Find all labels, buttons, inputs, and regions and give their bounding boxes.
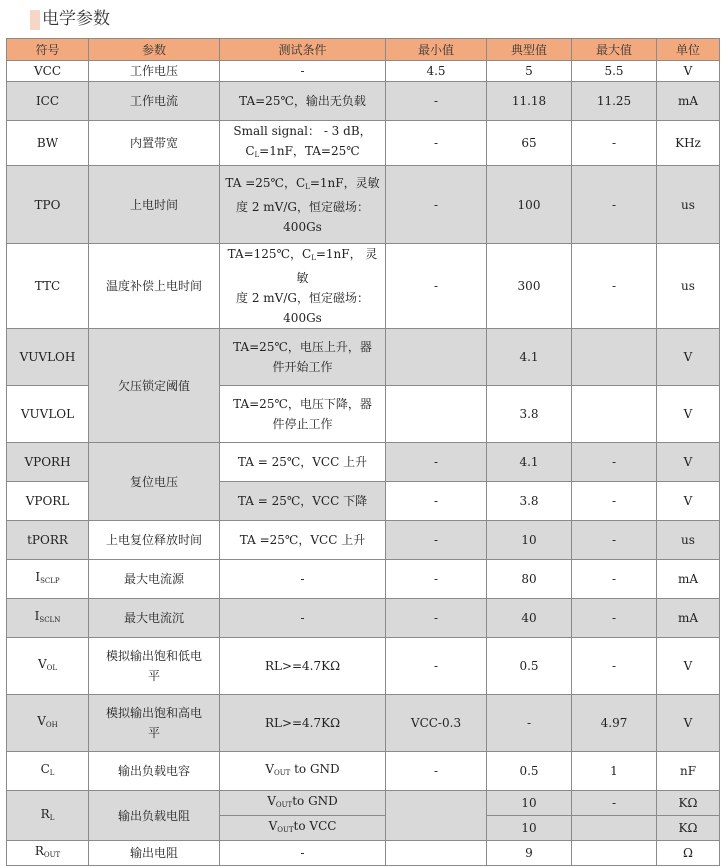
cell-condition: $V_{OUT}to$ GND xyxy=(220,791,386,816)
cell-min: - xyxy=(386,121,487,166)
cell-symbol: VCC xyxy=(7,61,89,82)
cell-max: - xyxy=(572,166,657,244)
cell-symbol: TPO xyxy=(7,166,89,244)
cell-condition: $V_{OUT}to$ VCC xyxy=(220,816,386,841)
table-row xyxy=(7,752,720,791)
table-row xyxy=(7,61,720,82)
condition-line: TA=25℃，电压上升，器 xyxy=(233,340,372,354)
cell-max: 11.25 xyxy=(572,82,657,121)
table-row xyxy=(7,82,720,121)
cell-unit: us xyxy=(657,166,720,244)
cell-unit: V xyxy=(657,329,720,386)
cell-unit: mA xyxy=(657,82,720,121)
cell-max xyxy=(572,386,657,443)
cell-typ: 80 xyxy=(487,560,572,599)
cell-min: - xyxy=(386,244,487,329)
cell-condition: - xyxy=(220,841,386,866)
table-row xyxy=(7,791,720,816)
cell-symbol: TTC xyxy=(7,244,89,329)
cell-condition xyxy=(220,121,386,166)
cell-max: - xyxy=(572,121,657,166)
cell-parameter: 温度补偿上电时间 xyxy=(89,244,220,329)
cell-min: VCC-0.3 xyxy=(386,695,487,752)
cell-parameter: 上电复位释放时间 xyxy=(89,521,220,560)
col-header-typ: 典型值 xyxy=(487,39,572,61)
cell-unit: V xyxy=(657,61,720,82)
cell-symbol: VPORL xyxy=(7,482,89,521)
cell-unit: V xyxy=(657,386,720,443)
cell-condition xyxy=(220,386,386,443)
cell-typ: 10 xyxy=(487,521,572,560)
table-row xyxy=(7,560,720,599)
cell-condition: TA =25℃，VCC 上升 xyxy=(220,521,386,560)
cell-unit: mA xyxy=(657,599,720,638)
cell-typ: - xyxy=(487,695,572,752)
cell-symbol: tPORR xyxy=(7,521,89,560)
table-row xyxy=(7,841,720,866)
cell-symbol: BW xyxy=(7,121,89,166)
cell-typ: 3.8 xyxy=(487,386,572,443)
table-row xyxy=(7,695,720,752)
cell-unit: KΩ xyxy=(657,816,720,841)
cell-condition: TA = 25℃，VCC 上升 xyxy=(220,443,386,482)
cell-unit: us xyxy=(657,244,720,329)
cell-parameter: 最大电流源 xyxy=(89,560,220,599)
col-header-condition: 测试条件 xyxy=(220,39,386,61)
cell-parameter: 复位电压 xyxy=(89,443,220,521)
cell-symbol: $R_L$ xyxy=(7,791,89,841)
table-row xyxy=(7,443,720,482)
cell-min: - xyxy=(386,443,487,482)
cell-unit: us xyxy=(657,521,720,560)
cell-typ: 5 xyxy=(487,61,572,82)
condition-line: 度 2 mV/G，恒定磁场： xyxy=(236,199,369,214)
title-accent-bar xyxy=(30,10,40,30)
condition-line: 件停止工作 xyxy=(272,417,333,431)
cell-min: 4.5 xyxy=(386,61,487,82)
cell-condition: TA=25℃，输出无负载 xyxy=(220,82,386,121)
cell-symbol: VPORH xyxy=(7,443,89,482)
cell-typ: 0.5 xyxy=(487,638,572,695)
table-row xyxy=(7,638,720,695)
table-row xyxy=(7,121,720,166)
cell-typ: 10 xyxy=(487,816,572,841)
cell-unit: V xyxy=(657,638,720,695)
cell-unit: KHz xyxy=(657,121,720,166)
cell-min xyxy=(386,791,487,841)
cell-parameter: 输出负载电容 xyxy=(89,752,220,791)
cell-max xyxy=(572,329,657,386)
cell-parameter: 输出电阻 xyxy=(89,841,220,866)
condition-line: $C_L=1nF$，TA=25℃ xyxy=(245,144,360,159)
cell-condition: RL>=4.7KΩ xyxy=(220,638,386,695)
condition-line: 件开始工作 xyxy=(272,360,333,374)
col-header-parameter: 参数 xyxy=(89,39,220,61)
cell-typ: 4.1 xyxy=(487,329,572,386)
cell-max: 4.97 xyxy=(572,695,657,752)
col-header-unit: 单位 xyxy=(657,39,720,61)
electrical-parameters-table xyxy=(6,38,720,866)
condition-line: 400Gs xyxy=(283,311,322,325)
cell-min xyxy=(386,329,487,386)
cell-condition: RL>=4.7KΩ xyxy=(220,695,386,752)
cell-symbol: $I_{SCLN}$ xyxy=(7,599,89,638)
cell-min: - xyxy=(386,166,487,244)
cell-max: - xyxy=(572,638,657,695)
col-header-min: 最小值 xyxy=(386,39,487,61)
cell-max xyxy=(572,816,657,841)
cell-max: - xyxy=(572,599,657,638)
cell-min: - xyxy=(386,82,487,121)
cell-max: 5.5 xyxy=(572,61,657,82)
cell-max: - xyxy=(572,560,657,599)
cell-condition: - xyxy=(220,560,386,599)
cell-unit: KΩ xyxy=(657,791,720,816)
cell-max: - xyxy=(572,521,657,560)
col-header-max: 最大值 xyxy=(572,39,657,61)
cell-typ: 11.18 xyxy=(487,82,572,121)
cell-parameter: 最大电流沉 xyxy=(89,599,220,638)
cell-min: - xyxy=(386,599,487,638)
cell-typ: 40 xyxy=(487,599,572,638)
condition-line: TA=125℃，$C_L=1nF$， 灵敏 xyxy=(227,247,378,285)
cell-min xyxy=(386,386,487,443)
cell-parameter: 模拟输出饱和低电 平 xyxy=(89,638,220,695)
condition-line: Small signal： - 3 dB， xyxy=(233,124,372,138)
cell-symbol: VUVLOH xyxy=(7,329,89,386)
cell-unit: V xyxy=(657,443,720,482)
cell-symbol: VUVLOL xyxy=(7,386,89,443)
condition-line: 400Gs xyxy=(283,219,322,234)
cell-min: - xyxy=(386,521,487,560)
table-row xyxy=(7,521,720,560)
cell-symbol: $V_{OL}$ xyxy=(7,638,89,695)
cell-symbol: ICC xyxy=(7,82,89,121)
table-row xyxy=(7,329,720,386)
cell-parameter: 工作电压 xyxy=(89,61,220,82)
cell-parameter: 上电时间 xyxy=(89,166,220,244)
cell-typ: 0.5 xyxy=(487,752,572,791)
table-row xyxy=(7,244,720,329)
cell-condition: - xyxy=(220,599,386,638)
cell-min: - xyxy=(386,560,487,599)
cell-unit: V xyxy=(657,482,720,521)
header-row xyxy=(7,39,720,61)
cell-unit: nF xyxy=(657,752,720,791)
cell-unit: mA xyxy=(657,560,720,599)
cell-min: - xyxy=(386,752,487,791)
condition-line: TA =25℃，$C_L=1nF$，灵敏 xyxy=(225,175,380,191)
cell-max: - xyxy=(572,482,657,521)
cell-condition: TA = 25℃，VCC 下降 xyxy=(220,482,386,521)
cell-typ: 9 xyxy=(487,841,572,866)
cell-typ: 3.8 xyxy=(487,482,572,521)
cell-parameter: 输出负载电阻 xyxy=(89,791,220,841)
cell-condition xyxy=(220,329,386,386)
cell-max: - xyxy=(572,244,657,329)
cell-unit: V xyxy=(657,695,720,752)
cell-condition: $V_{OUT}$ to GND xyxy=(220,752,386,791)
cell-typ: 100 xyxy=(487,166,572,244)
condition-line: TA=25℃，电压下降，器 xyxy=(233,397,372,411)
cell-typ: 65 xyxy=(487,121,572,166)
cell-parameter: 欠压锁定阈值 xyxy=(89,329,220,443)
table-row xyxy=(7,599,720,638)
table-row xyxy=(7,166,720,244)
cell-symbol: $C_L$ xyxy=(7,752,89,791)
cell-max: - xyxy=(572,791,657,816)
cell-min xyxy=(386,841,487,866)
cell-parameter: 模拟输出饱和高电 平 xyxy=(89,695,220,752)
cell-condition: - xyxy=(220,61,386,82)
cell-typ: 4.1 xyxy=(487,443,572,482)
cell-condition xyxy=(220,166,386,244)
cell-symbol: $I_{SCLP}$ xyxy=(7,560,89,599)
section-title: 电学参数 xyxy=(42,9,110,29)
cell-typ: 10 xyxy=(487,791,572,816)
cell-typ: 300 xyxy=(487,244,572,329)
cell-max: - xyxy=(572,443,657,482)
cell-unit: Ω xyxy=(657,841,720,866)
cell-symbol: $R_{OUT}$ xyxy=(7,841,89,866)
cell-min: - xyxy=(386,638,487,695)
cell-max: 1 xyxy=(572,752,657,791)
cell-max xyxy=(572,841,657,866)
cell-parameter: 内置带宽 xyxy=(89,121,220,166)
cell-condition xyxy=(220,244,386,329)
cell-min: - xyxy=(386,482,487,521)
col-header-symbol: 符号 xyxy=(7,39,89,61)
cell-symbol: $V_{OH}$ xyxy=(7,695,89,752)
cell-parameter: 工作电流 xyxy=(89,82,220,121)
condition-line: 度 2 mV/G，恒定磁场： xyxy=(236,291,369,305)
